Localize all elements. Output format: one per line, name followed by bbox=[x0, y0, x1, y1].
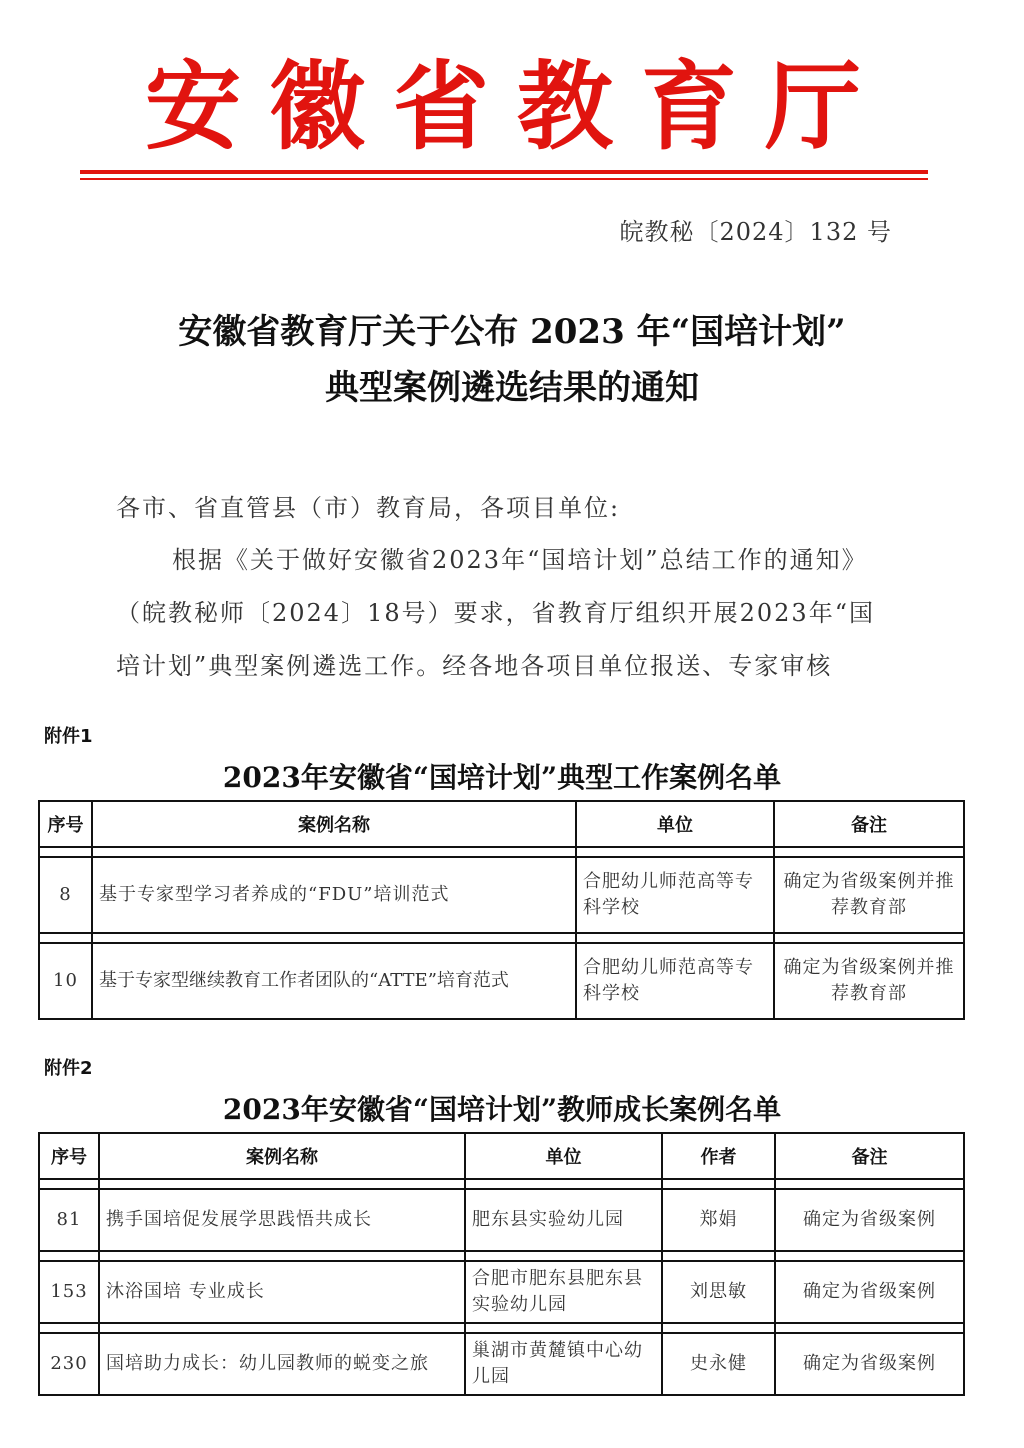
header-cell-unit: 单位 bbox=[465, 1133, 662, 1179]
table-row bbox=[39, 1189, 964, 1251]
header-cell-author: 作者 bbox=[662, 1133, 775, 1179]
table-row bbox=[39, 1261, 964, 1323]
row-no: 153 bbox=[39, 1261, 99, 1323]
row-unit: 巢湖市黄麓镇中心幼儿园 bbox=[465, 1333, 662, 1395]
row-note: 确定为省级案例并推荐教育部 bbox=[774, 943, 964, 1019]
document-title-line1: 安徽省教育厅关于公布 2023 年“国培计划” bbox=[178, 312, 846, 352]
annex1-label: 附件1 bbox=[44, 726, 93, 747]
header-cell-no: 序号 bbox=[39, 1133, 99, 1179]
header-rule-thick bbox=[80, 170, 928, 174]
row-no: 8 bbox=[39, 857, 92, 933]
table-row bbox=[39, 1333, 964, 1395]
row-author: 郑娟 bbox=[662, 1189, 775, 1251]
annex1-title: 2023年安徽省“国培计划”典型工作案例名单 bbox=[222, 761, 782, 794]
annex2-table bbox=[38, 1132, 965, 1396]
annex2-title: 2023年安徽省“国培计划”教师成长案例名单 bbox=[222, 1093, 782, 1126]
body-line-1: 根据《关于做好安徽省2023年“国培计划”总结工作的通知》 bbox=[172, 546, 868, 574]
row-unit: 合肥市肥东县肥东县实验幼儿园 bbox=[465, 1261, 662, 1323]
header-cell-no: 序号 bbox=[39, 801, 92, 847]
table-row bbox=[39, 943, 964, 1019]
header-cell-name: 案例名称 bbox=[92, 801, 576, 847]
body-line-2: （皖教秘师〔2024〕18号）要求，省教育厅组织开展2023年“国 bbox=[116, 599, 875, 627]
row-case-name: 沐浴国培 专业成长 bbox=[99, 1261, 465, 1323]
row-unit: 合肥幼儿师范高等专科学校 bbox=[576, 857, 774, 933]
row-note: 确定为省级案例并推荐教育部 bbox=[774, 857, 964, 933]
row-note: 确定为省级案例 bbox=[775, 1189, 964, 1251]
header-cell-note: 备注 bbox=[775, 1133, 964, 1179]
row-no: 81 bbox=[39, 1189, 99, 1251]
row-author: 刘思敏 bbox=[662, 1261, 775, 1323]
row-no: 230 bbox=[39, 1333, 99, 1395]
row-case-name: 国培助力成长：幼儿园教师的蜕变之旅 bbox=[99, 1333, 465, 1395]
row-note: 确定为省级案例 bbox=[775, 1333, 964, 1395]
annex2-label: 附件2 bbox=[44, 1058, 93, 1079]
agency-header: 安徽省教育厅 bbox=[145, 50, 889, 163]
row-case-name: 携手国培促发展学思践悟共成长 bbox=[99, 1189, 465, 1251]
header-cell-unit: 单位 bbox=[576, 801, 774, 847]
document-number: 皖教秘〔2024〕132 号 bbox=[619, 218, 892, 246]
table-header-row bbox=[39, 801, 964, 847]
body-line-3: 培计划”典型案例遴选工作。经各地各项目单位报送、专家审核 bbox=[116, 652, 833, 680]
table-row bbox=[39, 857, 964, 933]
row-case-name: 基于专家型继续教育工作者团队的“ATTE”培育范式 bbox=[92, 943, 576, 1019]
table-header-row bbox=[39, 1133, 964, 1179]
header-cell-name: 案例名称 bbox=[99, 1133, 465, 1179]
row-author: 史永健 bbox=[662, 1333, 775, 1395]
header-cell-note: 备注 bbox=[774, 801, 964, 847]
salutation: 各市、省直管县（市）教育局，各项目单位: bbox=[116, 494, 621, 522]
row-no: 10 bbox=[39, 943, 92, 1019]
row-note: 确定为省级案例 bbox=[775, 1261, 964, 1323]
row-unit: 合肥幼儿师范高等专科学校 bbox=[576, 943, 774, 1019]
document-title-line2: 典型案例遴选结果的通知 bbox=[325, 368, 699, 408]
row-case-name: 基于专家型学习者养成的“FDU”培训范式 bbox=[92, 857, 576, 933]
header-rule-thin bbox=[80, 178, 928, 180]
annex1-table bbox=[38, 800, 965, 1020]
row-unit: 肥东县实验幼儿园 bbox=[465, 1189, 662, 1251]
